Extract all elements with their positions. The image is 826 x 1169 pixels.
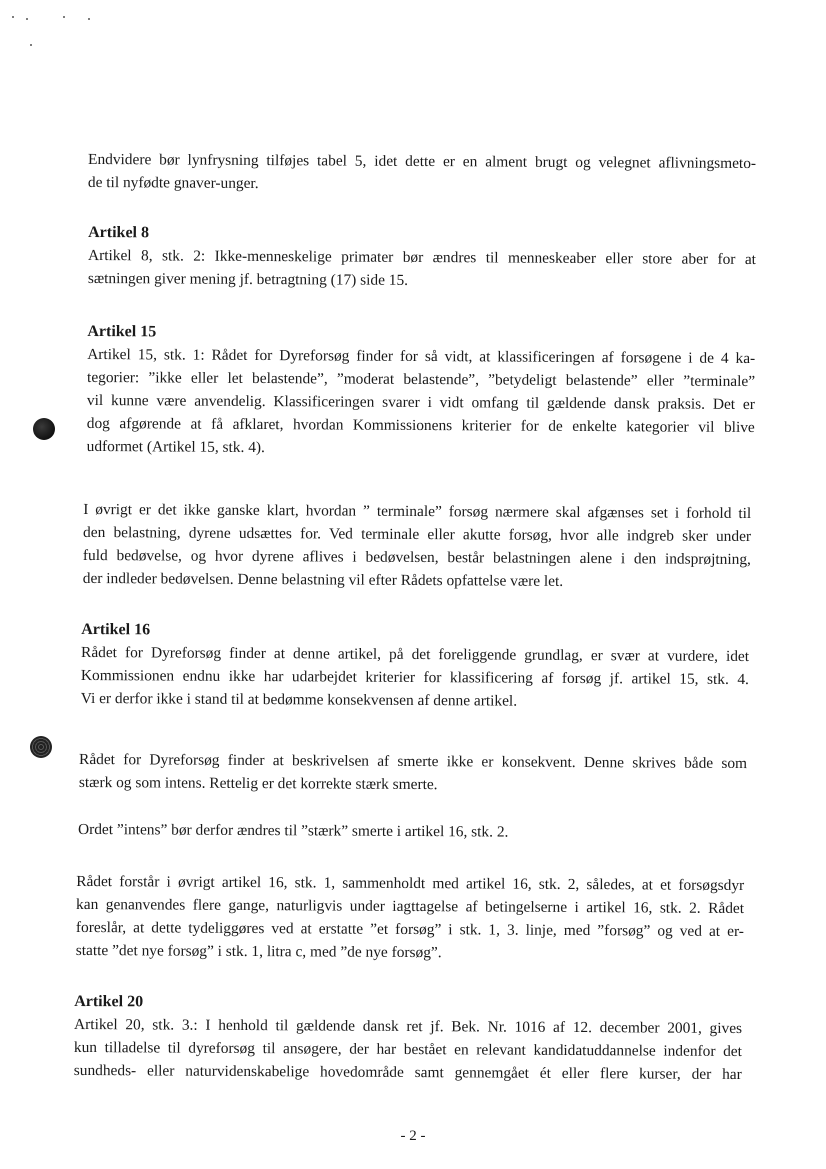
punch-hole-mark bbox=[30, 736, 52, 758]
punch-hole-mark bbox=[33, 418, 55, 440]
artikel-16-paragraph-3 bbox=[78, 818, 746, 845]
artikel-16-paragraph-2 bbox=[79, 748, 747, 798]
text-line: den belastning, dyrene udsættes for. Ved terminale eller akutte forsøg, hvor alle indgreb sker under bbox=[83, 523, 752, 546]
text-line: sætningen giver mening jf. betragtning (17) side 15. bbox=[87, 269, 409, 289]
text-line: der indleder bedøvelsen. Denne belastning vil efter Rådets opfattelse være let. bbox=[82, 569, 564, 590]
text-line: udformet (Artikel 15, stk. 4). bbox=[86, 437, 265, 457]
section-heading: Artikel 15 bbox=[87, 322, 157, 341]
text-line: stærk og som intens. Rettelig er det korrekte stærk smerte. bbox=[78, 773, 438, 794]
text-line: Artikel 8, stk. 2: Ikke-menneskelige primater bør ændres til menneskeaber eller store aber for at bbox=[87, 246, 757, 269]
section-heading: Artikel 8 bbox=[88, 223, 150, 242]
section-artikel-15 bbox=[87, 320, 756, 462]
section-heading: Artikel 20 bbox=[74, 992, 144, 1011]
artikel-15-paragraph-2 bbox=[83, 498, 752, 594]
text-line: I øvrigt er det ikke ganske klart, hvordan ” terminale” forsøg nærmere skal afgænses set i forhold til bbox=[83, 500, 752, 523]
text-line: Endvidere bør lynfrysning tilføjes tabel 5, idet dette er en alment brugt og velegnet aflivningsmeto- bbox=[88, 150, 757, 173]
text-line: sundheds- eller naturvidenskabelige hovedområde samt gennemgået ét eller flere kurser, der har bbox=[73, 1061, 742, 1084]
text-line: Ordet ”intens” bør derfor ændres til ”stærk” smerte i artikel 16, stk. 2. bbox=[77, 820, 509, 841]
text-line: Rådet for Dyreforsøg finder at beskrivelsen af smerte ikke er konsekvent. Denne skrives både som bbox=[79, 750, 748, 773]
text-line: Kommissionen endnu ikke har udarbejdet kriterier for klassificering af forsøg jf. artikel 15, stk. 4. bbox=[80, 666, 749, 689]
section-artikel-20 bbox=[74, 990, 743, 1086]
text-line: foreslår, at dette tydeliggøres ved at erstatte ”et forsøg” i stk. 1, 3. linje, med ”forsøg” og ved at er- bbox=[75, 918, 744, 941]
text-line: tegorier: ”ikke eller let belastende”, ”moderat belastende”, ”betydeligt belastende” eller ”terminale” bbox=[87, 368, 756, 391]
text-line: Rådet forstår i øvrigt artikel 16, stk. 1, sammenholdt med artikel 16, stk. 2, således, at et forsøgsdyr bbox=[76, 872, 745, 895]
text-line: Artikel 15, stk. 1: Rådet for Dyreforsøg finder for så vidt, at klassificeringen af forsøgene i de 4 ka- bbox=[87, 345, 756, 368]
page-number: - 2 - bbox=[400, 1128, 426, 1144]
text-line: fuld bedøvelse, og hvor dyrene aflives i bedøvelsen, består belastningen alene i den indsprøjtning, bbox=[82, 546, 751, 569]
scan-speck bbox=[63, 16, 65, 18]
text-line: Vi er derfor ikke i stand til at bedømme konsekvensen af denne artikel. bbox=[80, 689, 518, 710]
text-line: kan genanvendes flere gange, naturligvis under iagttagelse af betingelserne i artikel 16, stk. 2. Rådet bbox=[76, 895, 745, 918]
scan-speck bbox=[12, 16, 14, 18]
section-artikel-16 bbox=[81, 618, 750, 714]
text-line: Rådet for Dyreforsøg finder at denne artikel, på det foreliggende grundlag, er svær at vurdere, idet bbox=[81, 643, 750, 666]
text-line: vil kunne være anvendelig. Klassificeringen svarer i vidt omfang til gældende dansk praksis. Det er bbox=[86, 391, 755, 414]
section-artikel-8 bbox=[88, 221, 756, 294]
text-line: Artikel 20, stk. 3.: I henhold til gældende dansk ret jf. Bek. Nr. 1016 af 12. december 2001, gives bbox=[74, 1015, 743, 1038]
scan-speck bbox=[88, 18, 90, 20]
text-line: de til nyfødte gnaver-unger. bbox=[87, 173, 259, 193]
intro-paragraph bbox=[88, 148, 756, 198]
section-heading: Artikel 16 bbox=[81, 620, 151, 639]
text-line: statte ”det nye forsøg” i stk. 1, litra c, med ”de nye forsøg”. bbox=[75, 941, 442, 962]
scan-speck bbox=[26, 18, 28, 20]
scan-speck bbox=[30, 44, 32, 46]
text-line: dog afgørende at få afklaret, hvordan Kommissionens kriterier for de enkelte kategorier vil blive bbox=[86, 414, 755, 437]
text-line: kun tilladelse til dyreforsøg til ansøgere, der har bestået en relevant kandidatuddannelse indenfor det bbox=[73, 1038, 742, 1061]
artikel-16-paragraph-4 bbox=[76, 870, 745, 966]
